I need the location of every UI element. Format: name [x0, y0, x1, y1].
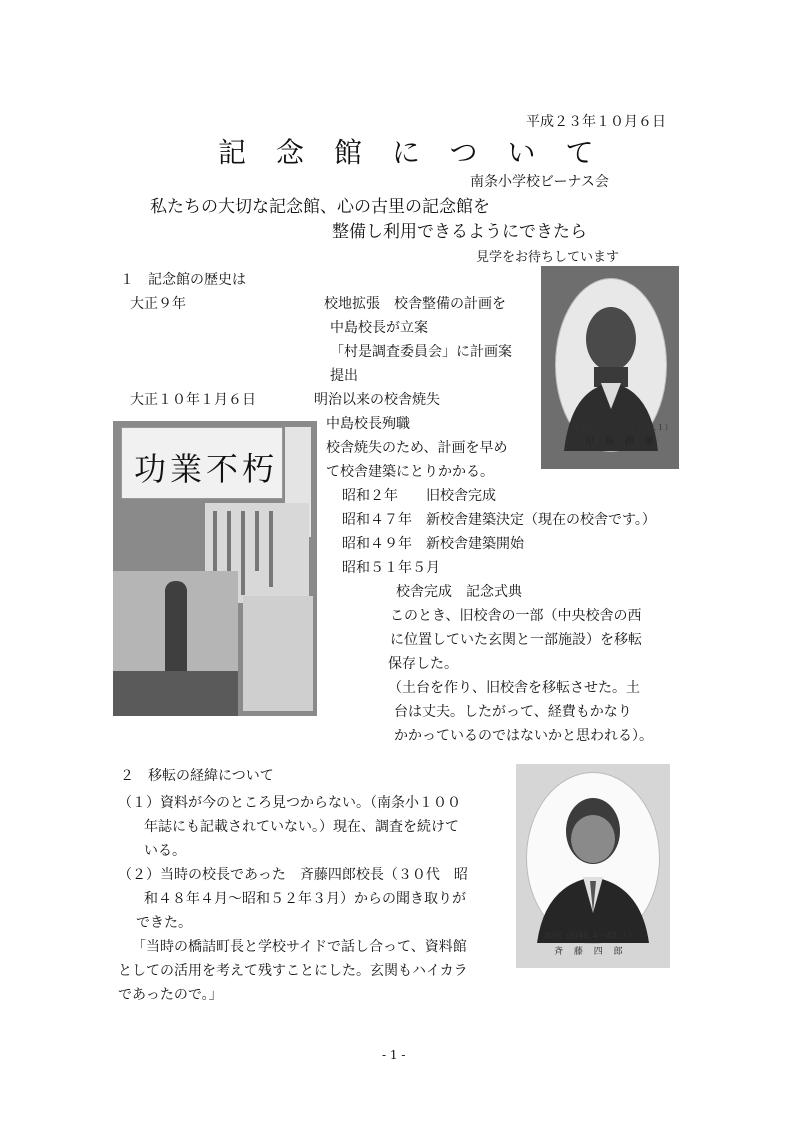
lead-line-2: 整備し利用できるようにできたら: [332, 222, 587, 242]
completion-line: に位置していた玄関と一部施設）を移転: [390, 632, 642, 648]
lead-line-3: 見学をお待ちしています: [476, 250, 620, 265]
section2-line: 「当時の橋詰町長と学校サイドで話し合って、資料館: [132, 939, 467, 955]
entry-line: 中島校長が立案: [330, 320, 428, 336]
completion-line: このとき、旧校舎の一部（中央校舎の西: [390, 608, 642, 624]
organization-name: 南条小学校ビーナス会: [470, 174, 609, 190]
principal-saito-photo: [516, 764, 670, 968]
completion-line: 校舎完成 記念式典: [396, 584, 522, 600]
portrait-name: 斉 藤 四 郎: [554, 947, 627, 957]
section1-heading: １ 記念館の歴史は: [120, 272, 246, 288]
calligraphy-text: 功業不朽: [134, 450, 279, 488]
timeline-item: 昭和４９年 新校舎建築開始: [342, 536, 524, 552]
section2-heading: ２ 移転の経緯について: [120, 768, 274, 784]
portrait-name: 中 島 伸 重: [585, 437, 658, 447]
entry-date: 大正１０年１月６日: [130, 392, 256, 408]
section2-line: いる。: [144, 843, 186, 859]
timeline-item: 昭和５１年５月: [342, 560, 440, 576]
section2-line: （１）資料が今のところ見つからない。（南条小１００: [118, 795, 461, 811]
entry-line: 校地拡張 校舎整備の計画を: [324, 296, 506, 312]
completion-line: （土台を作り、旧校舎を移転させた。土: [388, 680, 640, 696]
book-page-right: [243, 596, 313, 711]
entry-line: 中島校長殉職: [326, 416, 410, 432]
calligraphy-monument-photo: [113, 421, 317, 716]
section2-line: 年誌にも記載されていない。）現在、調査を続けて: [144, 819, 459, 835]
section2-line: 和４８年４月～昭和５２年３月）からの聞き取りが: [144, 891, 466, 907]
page-number: - 1 -: [382, 1048, 406, 1062]
portrait-caption: 14代（大正８.４～10.１）: [575, 423, 673, 432]
monument-scene: [113, 571, 238, 716]
document-date: 平成２３年１０月６日: [526, 114, 666, 130]
entry-line: 明治以来の校舎焼失: [314, 392, 440, 408]
portrait-figure-icon: [527, 773, 659, 943]
section2-line: できた。: [136, 915, 192, 931]
section2-line: としての活用を考えて残すことにした。玄関もハイカラ: [118, 963, 468, 979]
document-title: 記念館について: [218, 136, 624, 169]
section2-line: であったので。」: [118, 987, 223, 1003]
portrait-caption: 30代（昭48.４～52.３）: [544, 931, 636, 940]
section2-line: （２）当時の校長であった 斉藤四郎校長（３０代 昭: [118, 867, 468, 883]
calligraphy-board: [121, 427, 283, 499]
completion-line: 保存した。: [388, 656, 458, 672]
timeline-item: 昭和４７年 新校舎建築決定（現在の校舎です。）: [342, 512, 656, 528]
completion-line: かかっているのではないかと思われる）。: [394, 728, 653, 744]
completion-line: 台は丈夫。したがって、経費もかなり: [394, 704, 632, 720]
timeline-item: 昭和２年 旧校舎完成: [342, 488, 496, 504]
entry-line: て校舎建築にとりかかる。: [326, 464, 494, 480]
entry-date: 大正９年: [130, 296, 186, 312]
principal-nakajima-photo: [541, 266, 679, 469]
entry-line: 提出: [330, 368, 358, 384]
entry-line: 「村是調査委員会」に計画案: [330, 344, 512, 360]
entry-line: 校舎焼失のため、計画を早め: [326, 440, 508, 456]
lead-line-1: 私たちの大切な記念館、心の古里の記念館を: [150, 197, 490, 217]
